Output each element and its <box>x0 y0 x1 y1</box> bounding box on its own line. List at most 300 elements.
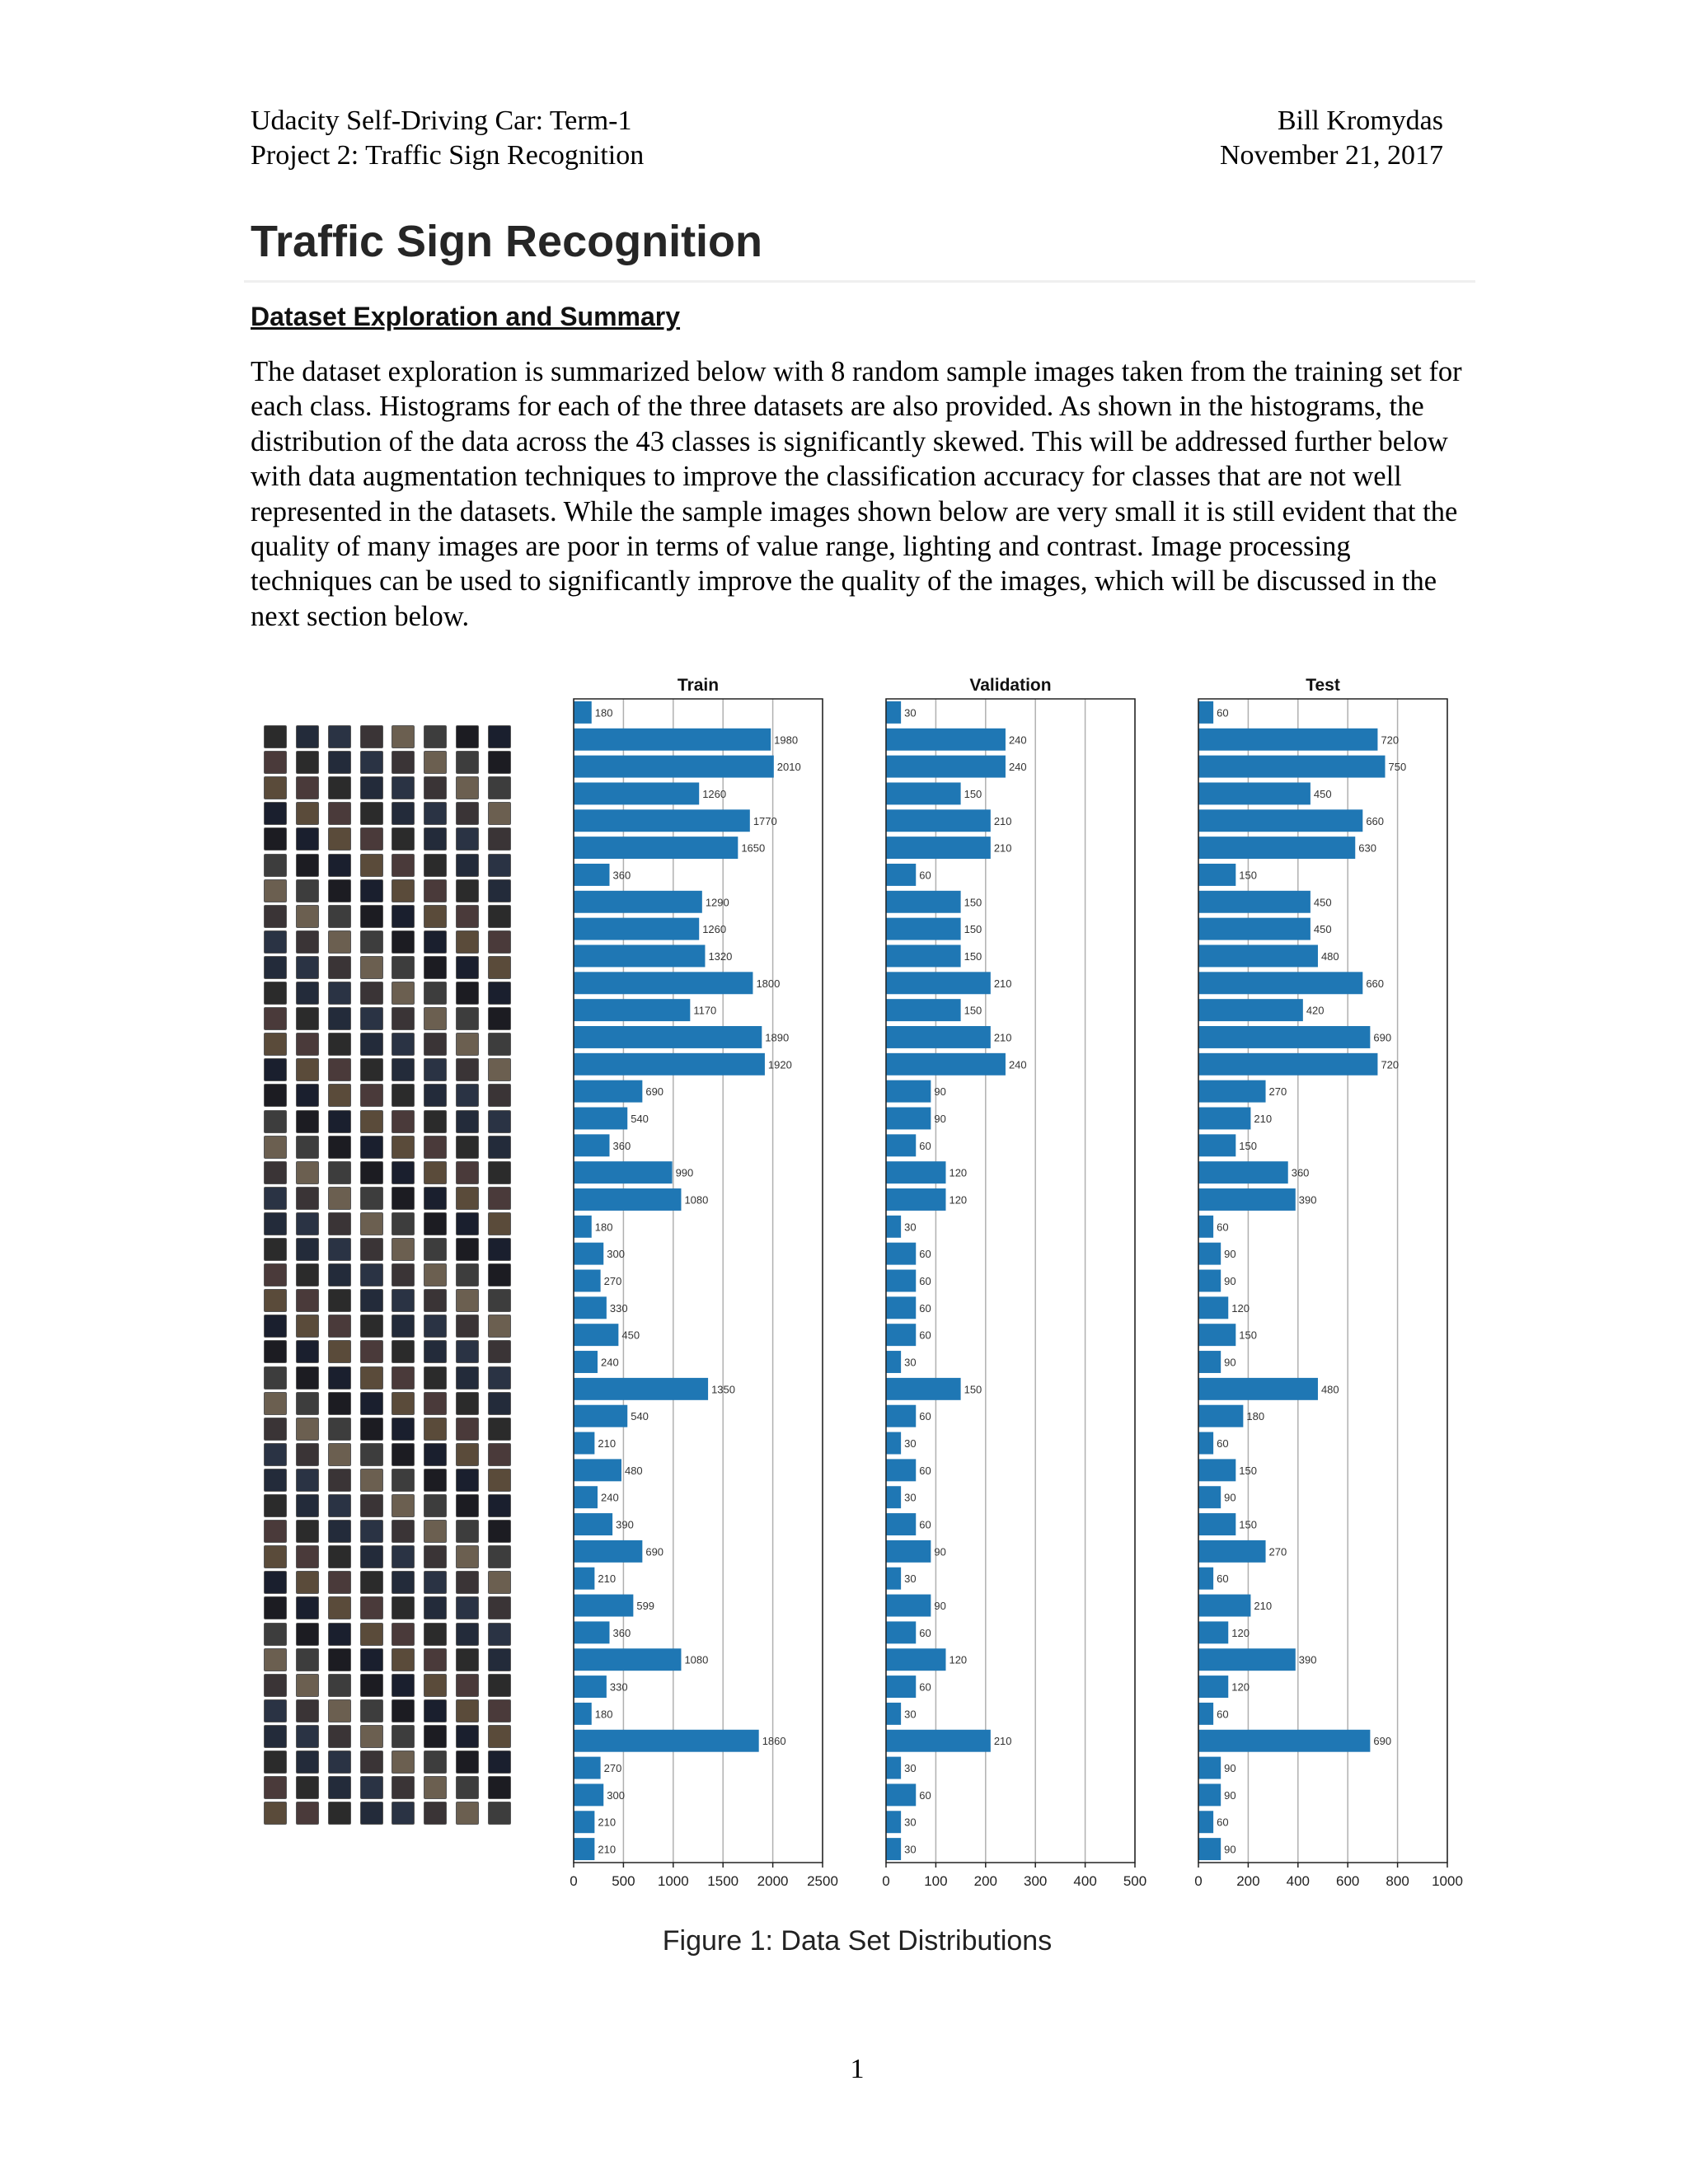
sample-image-row <box>264 1699 511 1724</box>
sample-image-thumbnail <box>456 1238 479 1261</box>
sample-image-thumbnail <box>264 1263 287 1286</box>
bar <box>1198 809 1362 832</box>
sample-image-thumbnail <box>264 930 287 954</box>
sample-image-thumbnail <box>488 1699 511 1722</box>
sample-image-row <box>264 1750 511 1775</box>
sample-image-thumbnail <box>456 982 479 1005</box>
sample-image-thumbnail <box>392 1058 415 1081</box>
bar-value-label: 90 <box>1224 1275 1236 1287</box>
bar-value-label: 30 <box>904 706 917 719</box>
sample-image-thumbnail <box>328 1058 351 1081</box>
bar <box>574 837 738 859</box>
bar-value-label: 60 <box>919 1626 931 1639</box>
sample-image-thumbnail <box>456 1469 479 1492</box>
bar <box>1198 944 1318 967</box>
bar-value-label: 90 <box>1224 1248 1236 1261</box>
sample-image-thumbnail <box>424 776 447 799</box>
sample-image-thumbnail <box>296 1494 319 1517</box>
sample-image-thumbnail <box>264 776 287 799</box>
sample-image-row <box>264 1007 511 1032</box>
sample-image-thumbnail <box>392 1110 415 1133</box>
bar <box>1198 918 1311 940</box>
sample-image-thumbnail <box>360 776 383 799</box>
bar <box>1198 1080 1266 1103</box>
sample-image-thumbnail <box>296 1033 319 1056</box>
bar-value-label: 210 <box>598 1843 617 1856</box>
bar <box>1198 1296 1228 1319</box>
bar <box>886 1324 916 1346</box>
sample-image-thumbnail <box>360 1392 383 1415</box>
bar-value-label: 120 <box>949 1166 968 1179</box>
bar-value-label: 1260 <box>702 923 727 936</box>
sample-image-thumbnail <box>360 1136 383 1159</box>
sample-image-thumbnail <box>488 1571 511 1594</box>
sample-image-thumbnail <box>328 725 351 748</box>
sample-image-thumbnail <box>264 956 287 979</box>
sample-image-thumbnail <box>360 1161 383 1184</box>
sample-image-thumbnail <box>488 827 511 851</box>
bar <box>1198 1134 1236 1156</box>
bar-value-label: 630 <box>1358 841 1376 855</box>
bar-value-label: 60 <box>919 1518 931 1531</box>
sample-image-thumbnail <box>360 1238 383 1261</box>
bar <box>886 1188 945 1211</box>
sample-image-thumbnail <box>328 1520 351 1543</box>
sample-image-thumbnail <box>488 1263 511 1286</box>
bar <box>886 1811 901 1833</box>
sample-image-thumbnail <box>360 1212 383 1235</box>
bar-value-label: 60 <box>919 1788 931 1802</box>
sample-image-thumbnail <box>392 1623 415 1646</box>
sample-image-thumbnail <box>360 1545 383 1568</box>
sample-image-thumbnail <box>264 854 287 877</box>
bar-value-label: 1080 <box>684 1653 709 1666</box>
x-tick-label: 500 <box>1123 1873 1147 1889</box>
sample-image-row <box>264 1161 511 1186</box>
bar-value-label: 2010 <box>776 761 801 774</box>
sample-image-thumbnail <box>424 827 447 851</box>
bar-value-label: 180 <box>594 706 613 719</box>
sample-image-thumbnail <box>264 802 287 825</box>
section-heading: Dataset Exploration and Summary <box>251 302 681 331</box>
sample-image-thumbnail <box>424 1366 447 1390</box>
bar-value-label: 240 <box>1008 733 1027 747</box>
sample-image-thumbnail <box>264 751 287 774</box>
bar-value-label: 30 <box>904 1491 917 1504</box>
sample-image-row <box>264 1596 511 1621</box>
bar <box>1198 1161 1288 1183</box>
sample-image-thumbnail <box>456 827 479 851</box>
sample-image-thumbnail <box>424 1212 447 1235</box>
bar <box>574 1568 594 1590</box>
page-number: 1 <box>850 2054 865 2084</box>
bar-value-label: 60 <box>919 1275 931 1287</box>
sample-image-thumbnail <box>264 1674 287 1697</box>
bar <box>886 1459 916 1481</box>
bar-value-label: 60 <box>1217 1572 1229 1586</box>
sample-image-thumbnail <box>424 1674 447 1697</box>
sample-image-thumbnail <box>392 1366 415 1390</box>
sample-image-thumbnail <box>328 1443 351 1466</box>
sample-image-thumbnail <box>328 1802 351 1825</box>
bar <box>886 1757 901 1779</box>
sample-image-thumbnail <box>488 776 511 799</box>
bar-value-label: 210 <box>993 814 1012 827</box>
sample-image-thumbnail <box>264 1212 287 1235</box>
sample-image-row <box>264 1340 511 1365</box>
bar <box>574 1134 609 1156</box>
sample-image-thumbnail <box>360 725 383 748</box>
sample-image-thumbnail <box>360 1571 383 1594</box>
bar-value-label: 660 <box>1366 814 1385 827</box>
bar <box>1198 756 1386 778</box>
sample-image-thumbnail <box>456 1058 479 1081</box>
x-tick-label: 0 <box>1194 1873 1203 1889</box>
bar-value-label: 90 <box>934 1545 946 1558</box>
sample-image-thumbnail <box>424 1802 447 1825</box>
sample-image-thumbnail <box>456 1033 479 1056</box>
sample-image-thumbnail <box>296 1776 319 1799</box>
histogram-train <box>570 676 838 1889</box>
sample-image-thumbnail <box>392 1750 415 1774</box>
sample-image-thumbnail <box>328 1571 351 1594</box>
sample-image-thumbnail <box>456 802 479 825</box>
sample-image-thumbnail <box>392 1494 415 1517</box>
bar-value-label: 300 <box>607 1788 625 1802</box>
bar-value-label: 210 <box>993 977 1012 990</box>
sample-image-thumbnail <box>488 1366 511 1390</box>
sample-image-thumbnail <box>456 1418 479 1441</box>
sample-image-thumbnail <box>488 930 511 954</box>
sample-image-thumbnail <box>424 1648 447 1671</box>
bar <box>886 864 916 886</box>
sample-image-row <box>264 1366 511 1391</box>
sample-image-thumbnail <box>296 1289 319 1312</box>
bar-value-label: 210 <box>1254 1112 1273 1125</box>
sample-image-thumbnail <box>424 1776 447 1799</box>
sample-image-thumbnail <box>264 982 287 1005</box>
bar <box>1198 1216 1213 1238</box>
bar <box>574 1324 618 1346</box>
bar <box>886 1568 901 1590</box>
bar <box>574 756 774 778</box>
sample-image-row <box>264 1802 511 1826</box>
bar-value-label: 90 <box>934 1600 946 1613</box>
bar <box>886 756 1006 778</box>
sample-image-thumbnail <box>392 1571 415 1594</box>
sample-image-thumbnail <box>488 1596 511 1619</box>
sample-image-row <box>264 1545 511 1570</box>
sample-image-thumbnail <box>264 827 287 851</box>
sample-image-thumbnail <box>392 905 415 928</box>
sample-image-thumbnail <box>424 1084 447 1107</box>
sample-image-thumbnail <box>456 1443 479 1466</box>
bar-value-label: 90 <box>1224 1788 1236 1802</box>
sample-image-thumbnail <box>392 802 415 825</box>
sample-image-thumbnail <box>424 802 447 825</box>
sample-image-thumbnail <box>488 1315 511 1338</box>
sample-image-thumbnail <box>360 1699 383 1722</box>
bar <box>574 944 705 967</box>
sample-image-thumbnail <box>296 1725 319 1748</box>
sample-image-thumbnail <box>424 1623 447 1646</box>
sample-image-thumbnail <box>392 1443 415 1466</box>
bar-value-label: 120 <box>1231 1626 1250 1639</box>
sample-image-thumbnail <box>392 1187 415 1210</box>
sample-image-thumbnail <box>392 1392 415 1415</box>
bar-value-label: 480 <box>624 1464 643 1477</box>
x-tick-label: 2000 <box>757 1873 789 1889</box>
bar-value-label: 1290 <box>705 896 729 909</box>
sample-image-thumbnail <box>328 1212 351 1235</box>
bar <box>886 1270 916 1292</box>
bar-value-label: 270 <box>1268 1085 1287 1099</box>
bar <box>1198 1243 1221 1265</box>
sample-image-thumbnail <box>424 1750 447 1774</box>
sample-image-thumbnail <box>360 1776 383 1799</box>
sample-image-thumbnail <box>296 1161 319 1184</box>
sample-image-thumbnail <box>264 1776 287 1799</box>
sample-image-thumbnail <box>456 1187 479 1210</box>
bar-value-label: 990 <box>675 1166 694 1179</box>
sample-image-thumbnail <box>264 1366 287 1390</box>
sample-image-thumbnail <box>264 1725 287 1748</box>
bar-value-label: 480 <box>1320 949 1339 963</box>
sample-image-thumbnail <box>424 751 447 774</box>
bar-value-label: 60 <box>1217 1437 1229 1451</box>
sample-image-thumbnail <box>296 982 319 1005</box>
bar <box>886 999 961 1021</box>
bar-value-label: 360 <box>1291 1166 1310 1179</box>
bar <box>886 701 901 724</box>
sample-image-thumbnail <box>424 1187 447 1210</box>
sample-image-thumbnail <box>264 1110 287 1133</box>
bar <box>886 837 991 859</box>
sample-image-thumbnail <box>488 1674 511 1697</box>
sample-image-row <box>264 1469 511 1493</box>
bar <box>574 1838 594 1860</box>
bar-value-label: 120 <box>1231 1301 1250 1315</box>
bar-value-label: 210 <box>993 841 1012 855</box>
bar-value-label: 599 <box>636 1600 655 1613</box>
sample-image-thumbnail <box>328 1776 351 1799</box>
bar <box>1198 1053 1377 1076</box>
bar-value-label: 540 <box>631 1112 649 1125</box>
bar <box>574 729 771 751</box>
sample-image-thumbnail <box>392 1136 415 1159</box>
sample-image-thumbnail <box>488 1725 511 1748</box>
bar <box>1198 1703 1213 1725</box>
sample-image-thumbnail <box>296 956 319 979</box>
sample-image-thumbnail <box>328 1750 351 1774</box>
sample-image-thumbnail <box>264 1289 287 1312</box>
bar-value-label: 30 <box>904 1762 917 1775</box>
sample-image-thumbnail <box>264 1136 287 1159</box>
bar <box>886 1108 931 1130</box>
sample-image-row <box>264 827 511 852</box>
bar-value-label: 60 <box>919 869 931 882</box>
sample-image-thumbnail <box>424 1596 447 1619</box>
sample-image-thumbnail <box>296 751 319 774</box>
bar <box>574 1270 601 1292</box>
sample-image-thumbnail <box>392 1084 415 1107</box>
sample-image-thumbnail <box>488 1392 511 1415</box>
sample-image-thumbnail <box>264 1238 287 1261</box>
sample-image-thumbnail <box>328 879 351 902</box>
bar <box>886 1161 945 1183</box>
sample-image-thumbnail <box>488 1187 511 1210</box>
bar <box>574 1053 765 1076</box>
bar-value-label: 450 <box>621 1329 640 1342</box>
sample-image-thumbnail <box>456 1084 479 1107</box>
sample-image-thumbnail <box>296 802 319 825</box>
bar-value-label: 240 <box>1008 1058 1027 1071</box>
sample-image-thumbnail <box>296 725 319 748</box>
sample-image-thumbnail <box>328 1418 351 1441</box>
bar-value-label: 1980 <box>774 733 799 747</box>
sample-image-thumbnail <box>328 930 351 954</box>
sample-image-thumbnail <box>264 905 287 928</box>
sample-image-thumbnail <box>264 1469 287 1492</box>
bar <box>1198 1188 1296 1211</box>
sample-image-row <box>264 1776 511 1801</box>
sample-image-thumbnail <box>456 1315 479 1338</box>
bar <box>886 809 991 832</box>
x-tick-label: 1500 <box>707 1873 739 1889</box>
bar <box>886 1243 916 1265</box>
sample-image-thumbnail <box>488 1469 511 1492</box>
sample-image-thumbnail <box>328 1623 351 1646</box>
bar-value-label: 30 <box>904 1572 917 1586</box>
bar-value-label: 60 <box>1217 1816 1229 1829</box>
sample-image-thumbnail <box>360 982 383 1005</box>
bar <box>574 1675 607 1698</box>
bar <box>886 1730 991 1752</box>
x-tick-label: 100 <box>924 1873 948 1889</box>
course-title: Udacity Self-Driving Car: Term-1 <box>251 105 632 136</box>
sample-image-thumbnail <box>328 1238 351 1261</box>
bar-value-label: 1650 <box>741 841 766 855</box>
sample-image-thumbnail <box>488 1238 511 1261</box>
bar <box>1198 782 1311 804</box>
sample-image-thumbnail <box>296 1007 319 1030</box>
sample-image-thumbnail <box>424 1545 447 1568</box>
sample-image-thumbnail <box>296 1110 319 1133</box>
bar <box>574 1216 592 1238</box>
bar <box>1198 1432 1213 1455</box>
bar-value-label: 210 <box>993 1735 1012 1748</box>
sample-image-row <box>264 879 511 904</box>
sample-image-thumbnail <box>424 1571 447 1594</box>
bar <box>1198 1730 1370 1752</box>
bar-value-label: 240 <box>600 1356 619 1369</box>
bar-value-label: 240 <box>1008 761 1027 774</box>
sample-image-row <box>264 725 511 750</box>
sample-image-row <box>264 1187 511 1212</box>
sample-image-thumbnail <box>264 1058 287 1081</box>
sample-image-thumbnail <box>264 1033 287 1056</box>
bar-value-label: 720 <box>1381 1058 1400 1071</box>
sample-image-thumbnail <box>296 1571 319 1594</box>
sample-image-thumbnail <box>456 1750 479 1774</box>
bar-value-label: 60 <box>1217 1221 1229 1234</box>
bar <box>886 782 961 804</box>
bar-value-label: 1920 <box>767 1058 792 1071</box>
bar <box>886 1513 916 1535</box>
sample-image-thumbnail <box>296 1545 319 1568</box>
sample-image-thumbnail <box>264 1648 287 1671</box>
sample-image-thumbnail <box>488 1289 511 1312</box>
sample-image-row <box>264 1725 511 1750</box>
sample-image-thumbnail <box>360 1033 383 1056</box>
bar-value-label: 1800 <box>756 977 781 990</box>
bar <box>1198 1513 1236 1535</box>
bar <box>1198 999 1303 1021</box>
sample-image-thumbnail <box>488 982 511 1005</box>
sample-image-thumbnail <box>328 1033 351 1056</box>
sample-image-thumbnail <box>296 1750 319 1774</box>
bar-value-label: 720 <box>1381 733 1400 747</box>
bar <box>574 1757 601 1779</box>
sample-image-row <box>264 956 511 981</box>
bar <box>886 972 991 994</box>
sample-image-thumbnail <box>424 1110 447 1133</box>
chart-title: Train <box>677 676 720 695</box>
bar-value-label: 300 <box>607 1248 625 1261</box>
sample-image-thumbnail <box>360 854 383 877</box>
sample-image-thumbnail <box>456 1289 479 1312</box>
sample-image-thumbnail <box>456 1545 479 1568</box>
sample-image-thumbnail <box>360 1802 383 1825</box>
bar-value-label: 60 <box>1217 1708 1229 1721</box>
sample-image-thumbnail <box>488 1418 511 1441</box>
sample-image-row <box>264 905 511 930</box>
bar <box>1198 1595 1250 1617</box>
bar <box>574 1161 673 1183</box>
sample-image-thumbnail <box>264 1443 287 1466</box>
bar-value-label: 270 <box>603 1275 622 1287</box>
document-title: Traffic Sign Recognition <box>251 217 763 266</box>
sample-image-thumbnail <box>296 879 319 902</box>
sample-image-thumbnail <box>328 1187 351 1210</box>
sample-image-thumbnail <box>424 1699 447 1722</box>
sample-image-thumbnail <box>264 1084 287 1107</box>
bar-value-label: 480 <box>1320 1383 1339 1396</box>
bar-value-label: 690 <box>1373 1735 1392 1748</box>
sample-image-row <box>264 1520 511 1544</box>
sample-image-thumbnail <box>360 879 383 902</box>
x-tick-label: 1000 <box>1432 1873 1463 1889</box>
sample-image-thumbnail <box>456 854 479 877</box>
sample-image-thumbnail <box>360 1084 383 1107</box>
sample-image-thumbnail <box>488 1520 511 1543</box>
sample-image-grid <box>264 725 511 1830</box>
sample-image-thumbnail <box>392 1776 415 1799</box>
bar <box>574 891 702 913</box>
sample-image-row <box>264 1058 511 1083</box>
bar-value-label: 450 <box>1313 896 1332 909</box>
sample-image-row <box>264 1623 511 1647</box>
bar-value-label: 150 <box>964 1383 982 1396</box>
sample-image-thumbnail <box>424 854 447 877</box>
sample-image-thumbnail <box>392 1596 415 1619</box>
sample-image-thumbnail <box>328 905 351 928</box>
bar-value-label: 1320 <box>708 949 733 963</box>
sample-image-row <box>264 1263 511 1288</box>
sample-image-thumbnail <box>328 1545 351 1568</box>
sample-image-thumbnail <box>392 1469 415 1492</box>
sample-image-thumbnail <box>456 725 479 748</box>
